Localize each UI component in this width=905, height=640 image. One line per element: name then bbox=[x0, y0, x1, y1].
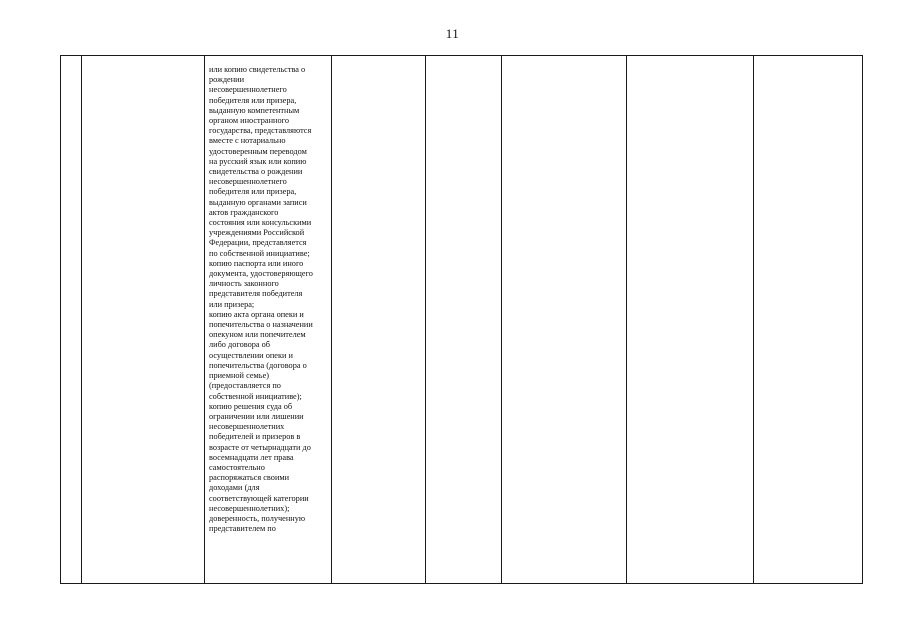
cell-text bbox=[61, 56, 81, 65]
table-cell-documents bbox=[205, 56, 332, 584]
table-cell-col6 bbox=[502, 56, 627, 584]
table-cell-index bbox=[61, 56, 82, 584]
table-cell-col4 bbox=[332, 56, 426, 584]
page-number: 11 bbox=[445, 26, 460, 41]
document-table bbox=[60, 55, 863, 584]
table-cell-name bbox=[82, 56, 205, 584]
table-cell-col8 bbox=[754, 56, 863, 584]
cell-text bbox=[82, 56, 204, 65]
cell-text bbox=[627, 56, 753, 65]
cell-text bbox=[332, 56, 425, 65]
table-cell-col5 bbox=[426, 56, 502, 584]
cell-text bbox=[426, 56, 501, 65]
cell-text bbox=[502, 56, 626, 65]
documents-text: или копию свидетельства о рождении несовершеннолетнего победителя или призера, выданную компетентным органом иностранного государства, представляются вместе с нотариально удостоверенным переводом на русский язык или копию свидетельства о рождении несовершеннолетнего победителя или призера, выданную органами записи актов гражданского состояния или консульскими учреждениями Российской Федерации, представляется по собственной инициативе; копию паспорта или иного документа, удостоверяющего личность законного представителя победителя или призера; копию акта органа опеки и попечительства о назначении опекуном или попечителем либо договора об осуществлении опеки и попечительства (договора о приемной семье) (предоставляется по собственной инициативе); копию решения суда об ограничении или лишении несовершеннолетних победителей и призеров в возрасте от четырнадцати до восемнадцати лет права самостоятельно распоряжаться своими доходами (для соответствующей категории несовершеннолетних); доверенность, полученную представителем по bbox=[209, 65, 313, 534]
table-row bbox=[61, 56, 863, 584]
table-cell-col7 bbox=[627, 56, 754, 584]
cell-text bbox=[754, 56, 862, 65]
